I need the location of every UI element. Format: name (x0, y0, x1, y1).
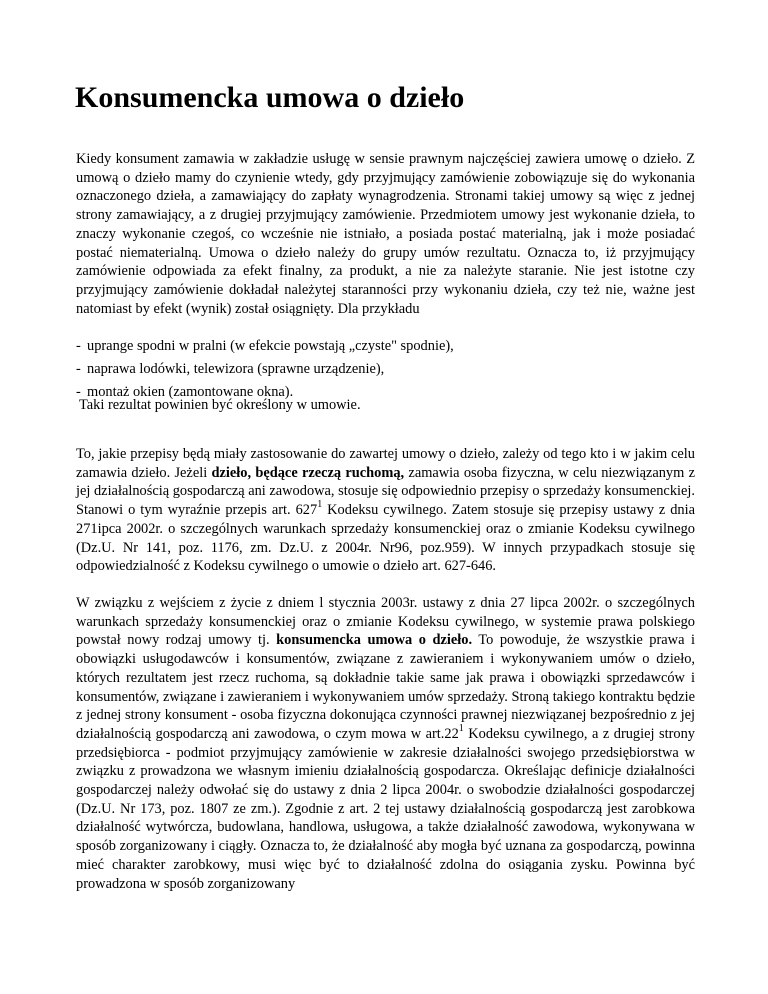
example-text: naprawa lodówki, telewizora (sprawne urządzenie), (87, 361, 385, 377)
example-text: montaż okien (zamontowane okna). (87, 384, 294, 400)
superscript: 1 (317, 499, 323, 511)
list-item: - naprawa lodówki, telewizora (sprawne urządzenie), (76, 361, 385, 377)
paragraph-text: Kodeksu cywilnego. Zatem stosuje się przepisy ustawy z dnia 271ipca 2002r. o szczególnych warunkach sprzedaży konsumenckiej oraz o zmianie Kodeksu cywilnego (Dz.U. Nr 141, poz. 1176, zm. Dz.U. z 2004r. Nr96, poz.959). W innych przypadkach stosuje się odpowiedzialność z Kodeksu cywilnego o umowie o dzieło art. 627-646. (76, 502, 695, 575)
superscript: 1 (458, 723, 464, 735)
list-item: - uprange spodni w pralni (w efekcie powstają „czyste" spodnie), (76, 338, 454, 354)
bold-phrase: konsumencka umowa o dzieło. (276, 632, 473, 649)
list-item: - montaż okien (zamontowane okna). (76, 384, 294, 400)
paragraph-intro: Kiedy konsument zamawia w zakładzie usługę w sensie prawnym najczęściej zawiera umowę o dzieło. Z umową o dzieło mamy do czynienie wtedy, gdy przyjmujący zamówienie zobowiązuje się do wykonania oznaczonego dzieła, a zamawiający do zapłaty wynagrodzenia. Stronami takiej umowy są więc z jednej strony zamawiający, a z drugiej przyjmujący zamówienie. Przedmiotem umowy jest wykonanie dzieła, to znaczy wykonanie czegoś, co wcześnie nie istniało, a posiada postać materialną, jak i może posiadać postać niematerialną. Umowa o dzieło należy do grupy umów rezultatu. Oznacza to, iż przyjmujący zamówienie odpowiada za efekt finalny, za produkt, a nie za należyte staranie. Nie jest istotne czy przyjmujący zamówienie dokładał należytej staranności przy wykonaniu dzieła, czy też nie, ważne jest natomiast by efekt (wynik) został osiągnięty. Dla przykładu (76, 151, 695, 317)
document-title: Konsumencka umowa o dzieło (75, 81, 465, 114)
example-text: uprange spodni w pralni (w efekcie powstają „czyste" spodnie), (87, 338, 454, 354)
paragraph-text: W związku z wejściem z życie z dniem l stycznia 2003r. ustawy z dnia 27 lipca 2002r. o szczególnych warunkach sprzedaży konsumenckiej oraz o zmianie Kodeksu cywilnego, w systemie prawa polskiego powstał nowy rodzaj umowy tj. (76, 595, 695, 649)
paragraph-consumer-contract (76, 594, 695, 893)
paragraph-text: zamawia osoba fizyczna, w celu niezwiązanym z jej działalnością gospodarczą ani zawodowa, stosuje się odpowiednio przepisy o sprzedaży konsumenckiej. Stanowi o tym wyraźnie przepis art. 627 (76, 464, 696, 519)
paragraph-text: To, jakie przepisy będą miały zastosowanie do zawartej umowy o dzieło, zależy od tego kto i w jakim celu zamawia dzieło. Jeżeli (76, 446, 695, 481)
result-sentence: Taki rezultat powinien być określony w umowie. (79, 397, 361, 413)
bold-phrase: dzieło, będące rzeczą ruchomą, (211, 464, 405, 481)
paragraph-text: To powoduje, że wszystkie prawa i obowiązki usługodawców i konsumentów, związane z zawieraniem i wykonywaniem umów o dzieło, których rezultatem jest rzecz ruchoma, są dokładnie takie same jak prawa i obowiązki sprzedawców i konsumentów, związane i zawieraniem i wykonywaniem umów sprzedaży. Stroną takiego kontraktu będzie z jednej strony konsument - osoba fizyczna dokonująca czynności prawnej niezwiązanej bezpośrednio z jej działalnością gospodarczą ani zawodowa, o czym mowa w art.22 (76, 632, 695, 742)
paragraph-applicable-law (76, 445, 695, 576)
paragraph-text: Kodeksu cywilnego, a z drugiej strony przedsiębiorca - podmiot przyjmujący zamówienie w zakresie działalności swojego przedsiębiorstwa w związku z prowadzona we własnym imieniu działalnością gospodarcza. Określając definicje działalności gospodarczej należy odwołać się do ustawy z dnia 2 lipca 2004r. o swobodzie działalności gospodarczej (Dz.U. Nr 173, poz. 1807 ze zm.). Zgodnie z art. 2 tej ustawy działalnością gospodarczą jest zarobkowa działalność wytwórcza, budowlana, handlowa, usługowa, a także działalność zawodowa, wykonywana w sposób zorganizowany i ciągły. Oznacza to, że działalność aby mogła być uznana za gospodarczą, powinna mieć charakter zarobkowy, musi więc być to działalność zdolna do osiągania zysku. Powinna być prowadzona w sposób zorganizowany (76, 725, 695, 892)
